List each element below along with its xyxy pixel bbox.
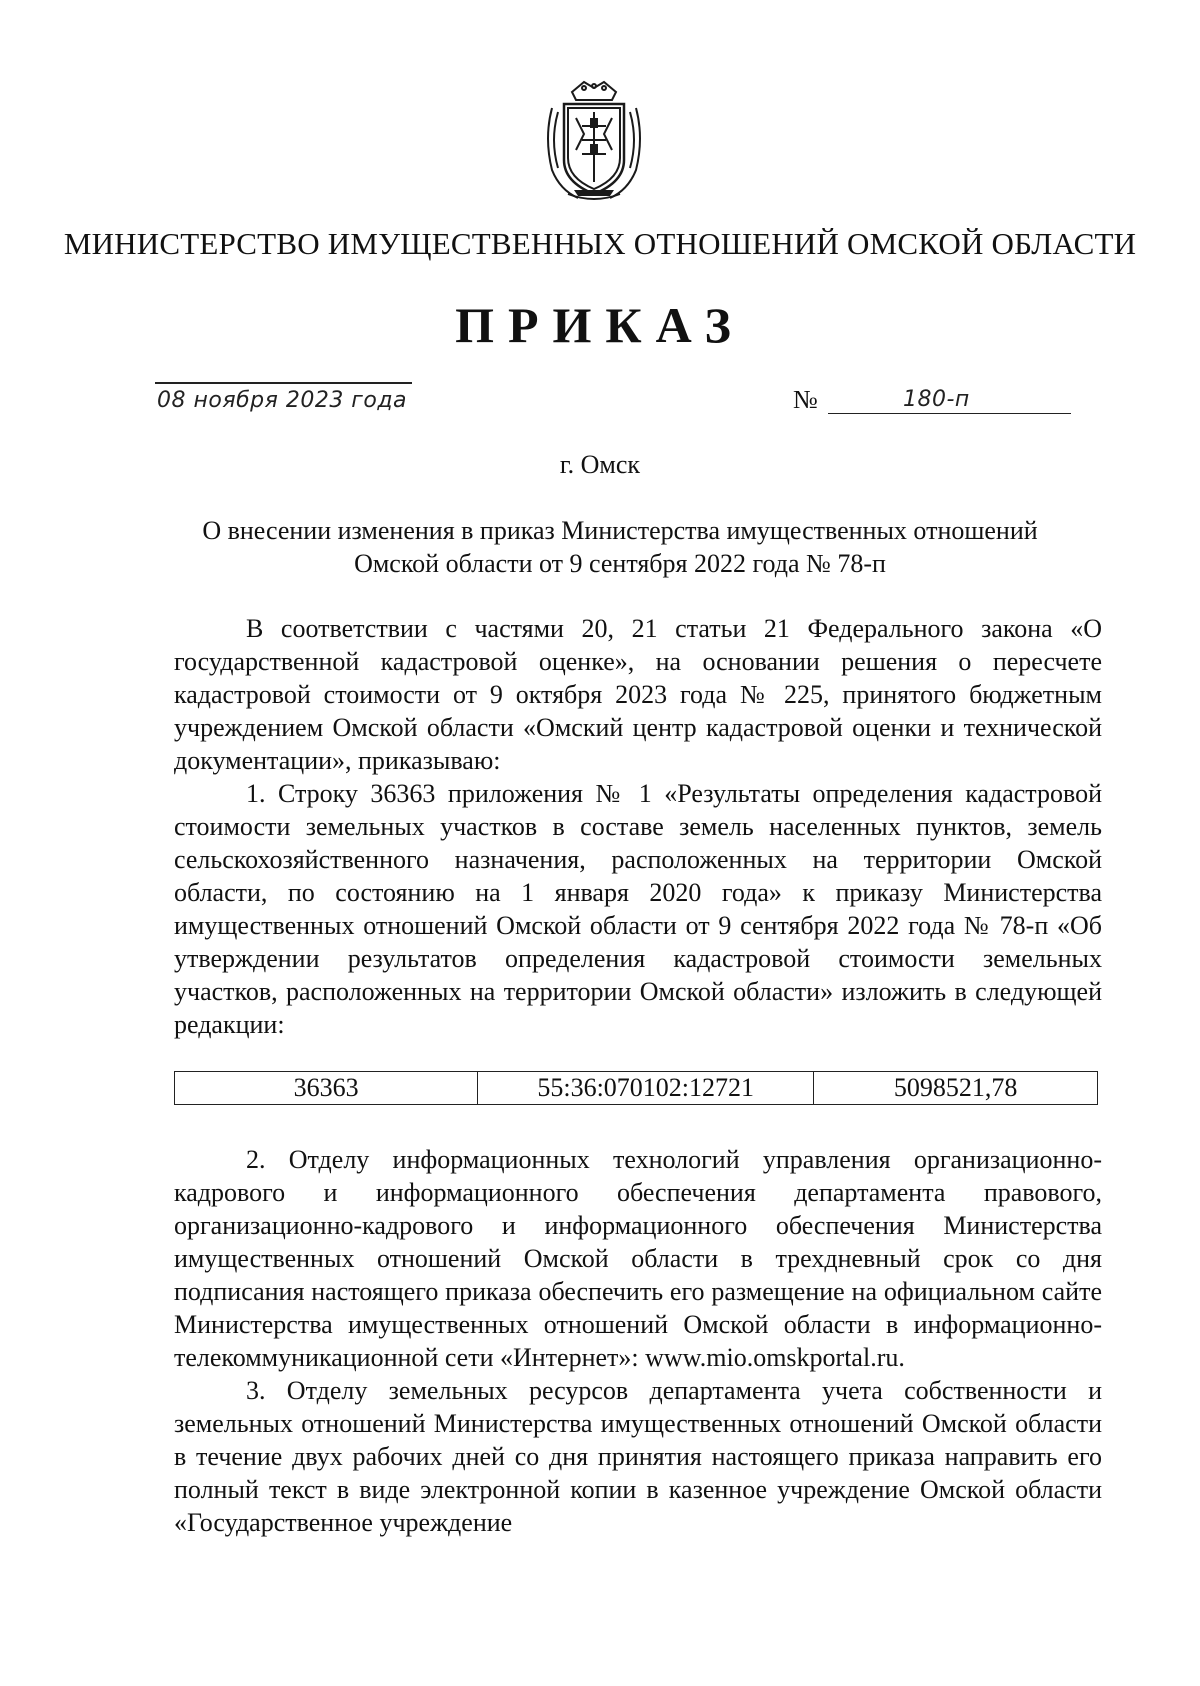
cadastral-number-cell: 55:36:070102:12721 (478, 1072, 814, 1105)
subject-line-2: Омской области от 9 сентября 2022 года № 78-п (354, 549, 886, 578)
document-date: 08 ноября 2023 года (157, 388, 408, 413)
body-section-1 (174, 612, 1102, 1041)
row-number-cell: 36363 (175, 1072, 478, 1105)
cadastral-value-cell: 5098521,78 (814, 1072, 1098, 1105)
cadastral-value-table (174, 1071, 1098, 1105)
coat-of-arms-emblem (538, 78, 650, 206)
date-underline (155, 382, 412, 384)
document-subject (170, 514, 1070, 580)
intro-paragraph: В соответствии с частями 20, 21 статьи 21 Федерального закона «О государственной кадастровой оценке», на основании решения о пересчете кадастровой стоимости от 9 октября 2023 года № 225, принятого бюджетным учреждением Омской области «Омский центр кадастровой оценки и технической документации», приказываю: (174, 614, 1102, 775)
item-3-paragraph: 3. Отделу земельных ресурсов департамента учета собственности и земельных отношений Министерства имущественных отношений Омской области в течение двух рабочих дней со дня принятия настоящего приказа направить его полный текст в виде электронной копии в казенное учреждение Омской области «Государственное учреждение (174, 1376, 1102, 1537)
body-section-2 (174, 1143, 1102, 1539)
number-sign-label: № (793, 385, 818, 414)
item-2-paragraph: 2. Отделу информационных технологий управления организационно-кадрового и информационного обеспечения департамента правового, организационно-кадрового и информационного обеспечения Министерства имущественных отношений Омской области в трехдневный срок со дня подписания настоящего приказа обеспечить его размещение на официальном сайте Министерства имущественных отношений Омской области в информационно-телекоммуникационной сети «Интернет»: www.mio.omskportal.ru. (174, 1145, 1102, 1372)
document-type-heading: ПРИКАЗ (455, 297, 745, 353)
item-1-paragraph: 1. Строку 36363 приложения № 1 «Результаты определения кадастровой стоимости земельных участков в составе земель населенных пунктов, земель сельскохозяйственного назначения, расположенных на территории Омской области, по состоянию на 1 января 2020 года» к приказу Министерства имущественных отношений Омской области от 9 сентября 2022 года № 78-п «Об утверждении результатов определения кадастровой стоимости земельных участков, расположенных на территории Омской области» изложить в следующей редакции: (174, 779, 1102, 1039)
number-underline (828, 413, 1071, 414)
table-row (175, 1072, 1098, 1105)
ministry-name: МИНИСТЕРСТВО ИМУЩЕСТВЕННЫХ ОТНОШЕНИЙ ОМСКОЙ ОБЛАСТИ (63, 226, 1137, 261)
subject-line-1: О внесении изменения в приказ Министерства имущественных отношений (202, 516, 1038, 545)
city-label: г. Омск (559, 450, 641, 479)
document-number: 180-п (903, 387, 970, 412)
